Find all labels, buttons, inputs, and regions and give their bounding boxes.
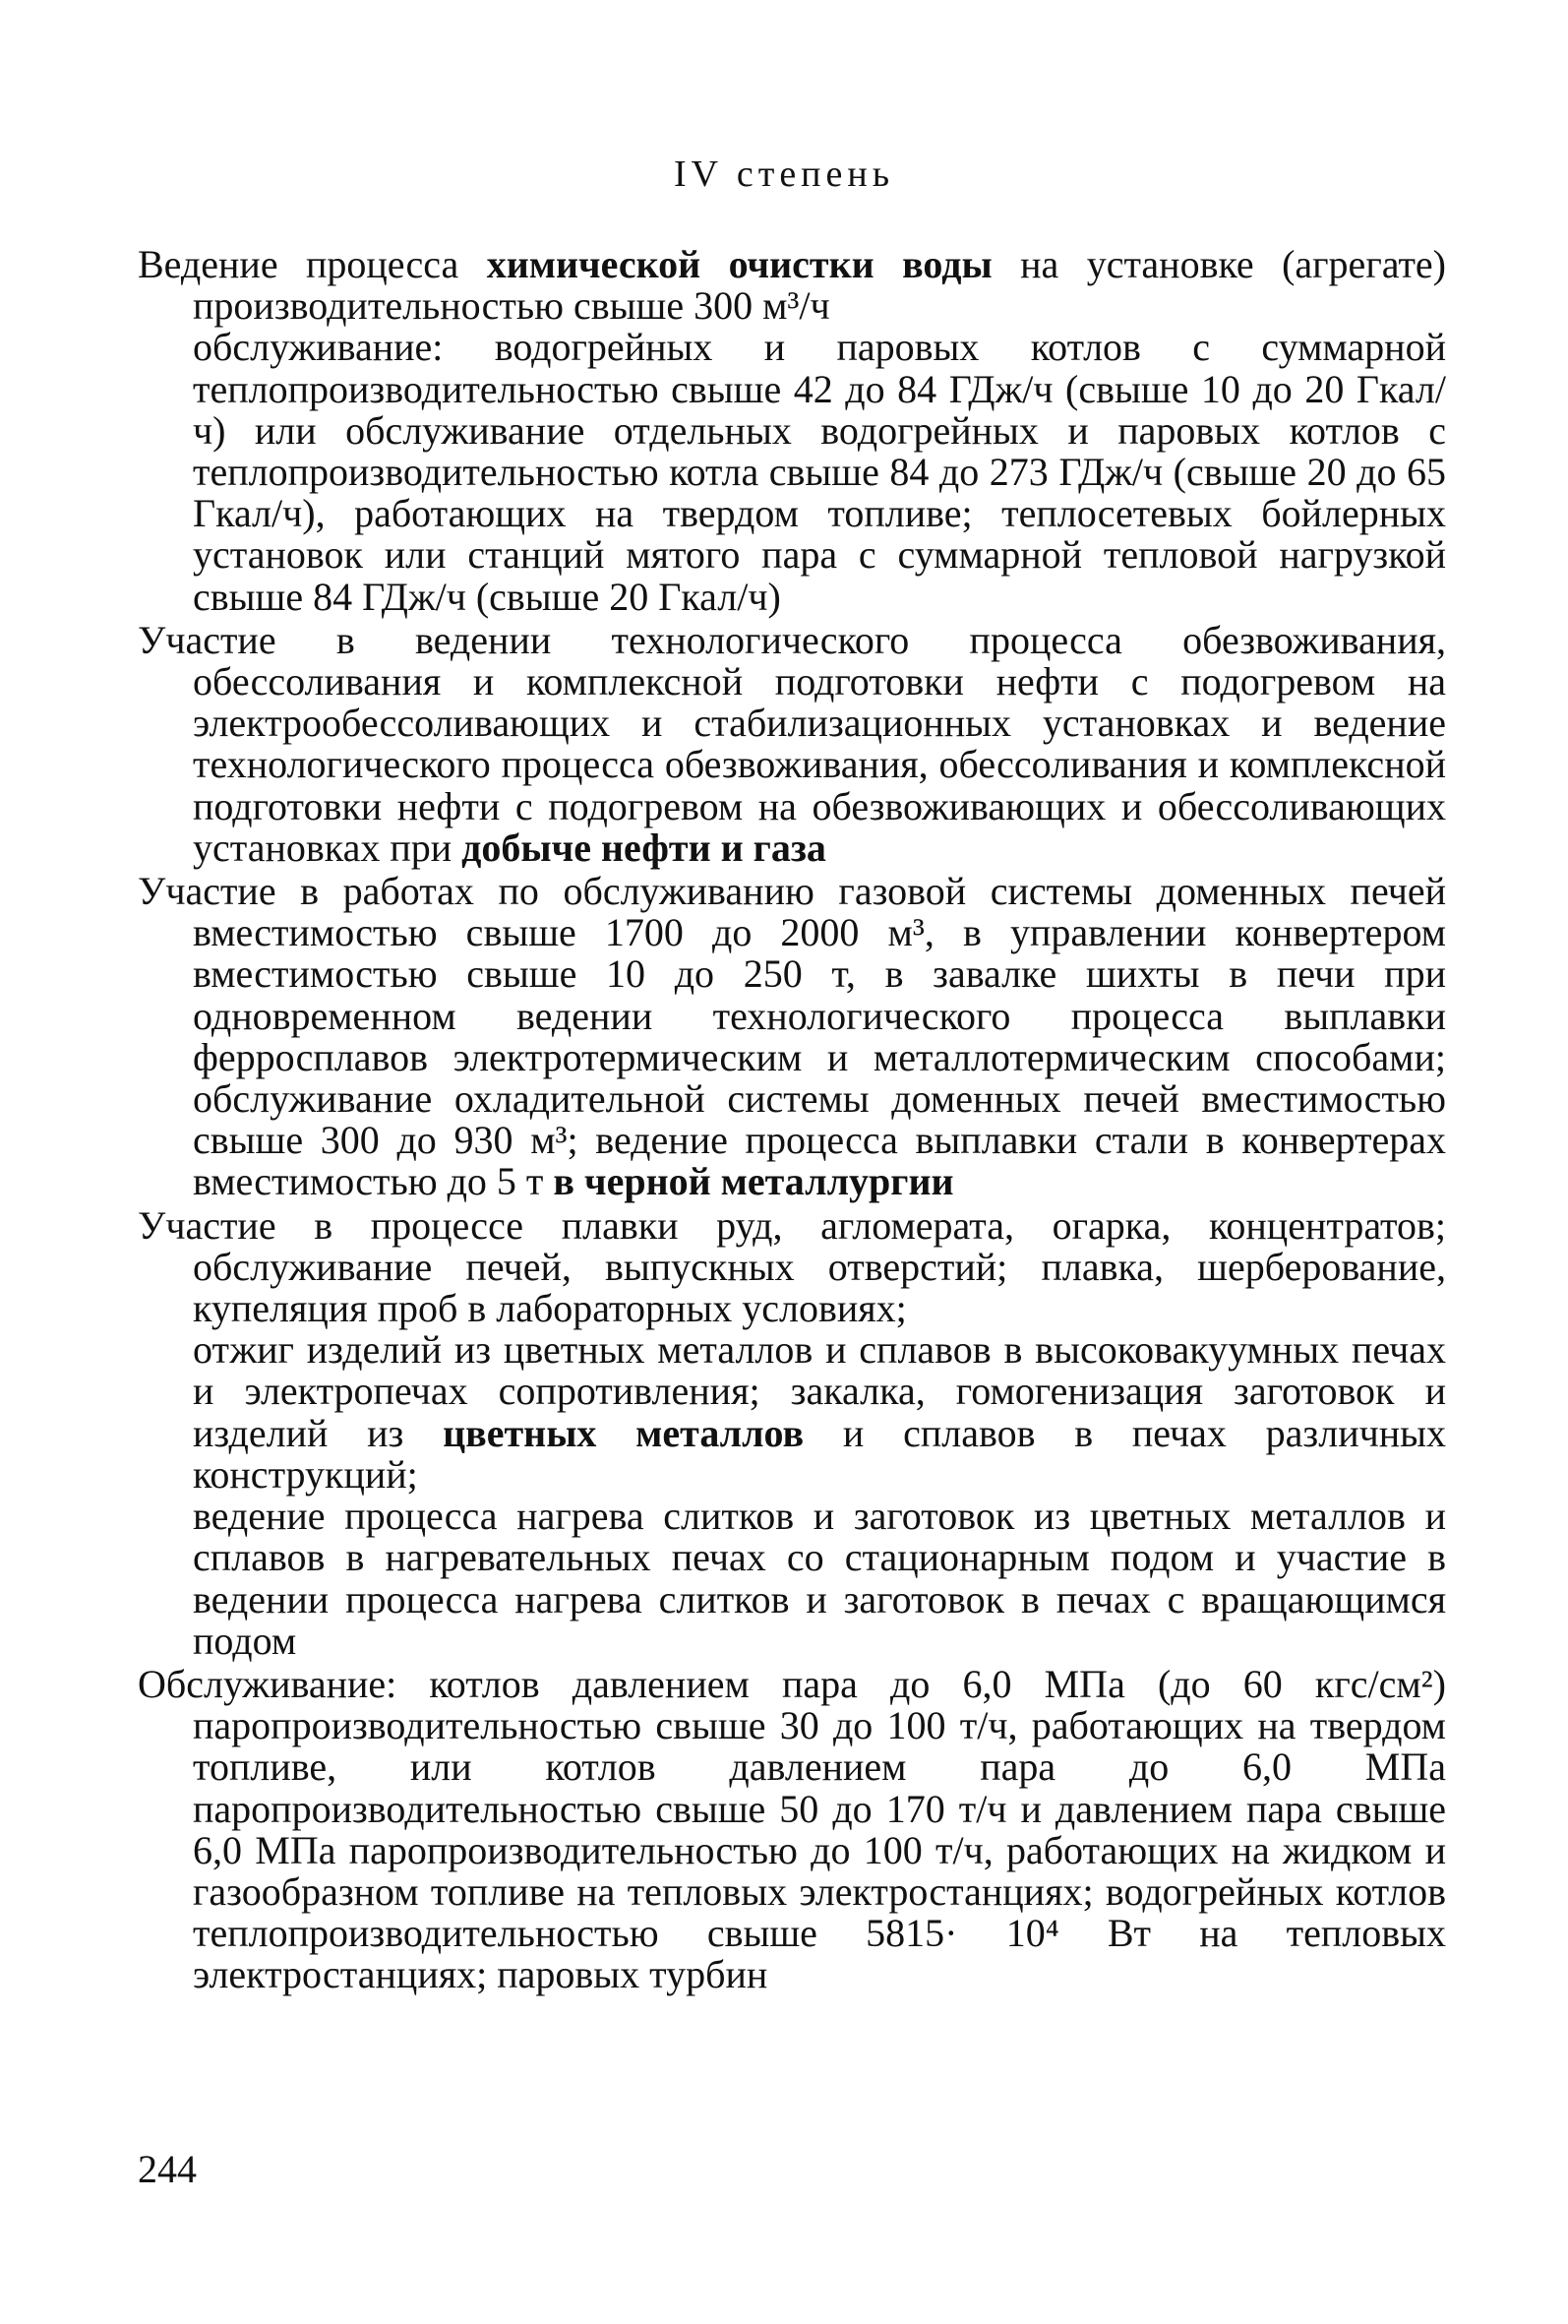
entry-paragraph: Участие в процессе плавки руд, агломерата, огарка, концентратов; обслуживание печей, выпускных отверстий; плавка, шерберование, купеляция проб в лабораторных условиях; — [138, 1202, 1446, 1331]
entry-boilers — [138, 1661, 1446, 1997]
bold-term: цветных металлов — [443, 1410, 805, 1455]
entry-paragraph: Участие в ведении технологического процесса обезвоживания, обессоливания и комплексной подготовки нефти с подогревом на электрообессоливающих и стабилизационных установках и ведение технологического процесса обезвоживания, обессоливания и комплексной подготовки нефти с подогревом на обезвоживающих и обессоливающих установках при добыче нефти и газа — [138, 617, 1446, 870]
entry-paragraph: ведение процесса нагрева слитков и заготовок из цветных металлов и сплавов в нагревательных печах со стационарным подом и участие в ведении процесса нагрева слитков и заготовок в печах с вращающимся подом — [193, 1494, 1446, 1663]
entry-paragraph: Обслуживание: котлов давлением пара до 6,0 МПа (до 60 кгс/см²) паропроизводительностью свыше 30 до 100 т/ч, работающих на твердом топливе, или котлов давлением пара до 6,0 МПа паропроизводительностью свыше 50 до 170 т/ч и давлением пара свыше 6,0 МПа паропроизводительностью до 100 т/ч, работающих на жидком и газообразном топливе на тепловых электростанциях; водогрейных котлов теплопроизводительностью свыше 5815· 10⁴ Вт на тепловых электростанциях; паровых турбин — [138, 1661, 1446, 1997]
entry-paragraph: отжиг изделий из цветных металлов и сплавов в высоковакуумных печах и электропечах сопротивления; закалка, гомогенизация заготовок и изделий из цветных металлов и сплавов в печах различных конструкций; — [193, 1327, 1446, 1497]
bold-term: химической очистки воды — [486, 242, 993, 286]
bold-term: в черной металлургии — [553, 1159, 954, 1204]
section-heading: IV степень — [673, 153, 895, 195]
entry-paragraph: обслуживание: водогрейных и паровых котлов с суммарной теплопроизводительностью свыше 42 до 84 ГДж/ч (свыше 10 до 20 Гкал/ч) или обслуживание отдельных водогрейных и паровых котлов с теплопроизводительностью котла свыше 84 до 273 ГДж/ч (свыше 20 до 65 Гкал/ч), работающих на твердом топливе; теплосетевых бойлерных установок или станций мятого пара с суммарной тепловой нагрузкой свыше 84 ГДж/ч (свыше 20 Гкал/ч) — [193, 325, 1446, 619]
entry-nonferrous-metals — [138, 1202, 1446, 1663]
entry-water-treatment — [138, 244, 1446, 618]
document-body — [138, 244, 1446, 1998]
bold-term: добыче нефти и газа — [461, 825, 826, 870]
page-number: 244 — [138, 2147, 197, 2191]
entry-oil-gas — [138, 617, 1446, 870]
entry-paragraph: Участие в работах по обслуживанию газовой системы доменных печей вместимостью свыше 1700 до 2000 м³, в управлении конвертером вместимостью свыше 10 до 250 т, в завалке шихты в печи при одновременном ведении технологического процесса выплавки ферросплавов электротермическим и металлотермическим способами; обслуживание охладительной системы доменных печей вместимостью свыше 300 до 930 м³; ведение процесса выплавки стали в конвертерах вместимостью до 5 т в черной металлургии — [138, 869, 1446, 1204]
entry-paragraph: Ведение процесса химической очистки воды на установке (агрегате) производительностью свыше 300 м³/ч — [138, 242, 1446, 329]
entry-ferrous-metallurgy — [138, 871, 1446, 1203]
